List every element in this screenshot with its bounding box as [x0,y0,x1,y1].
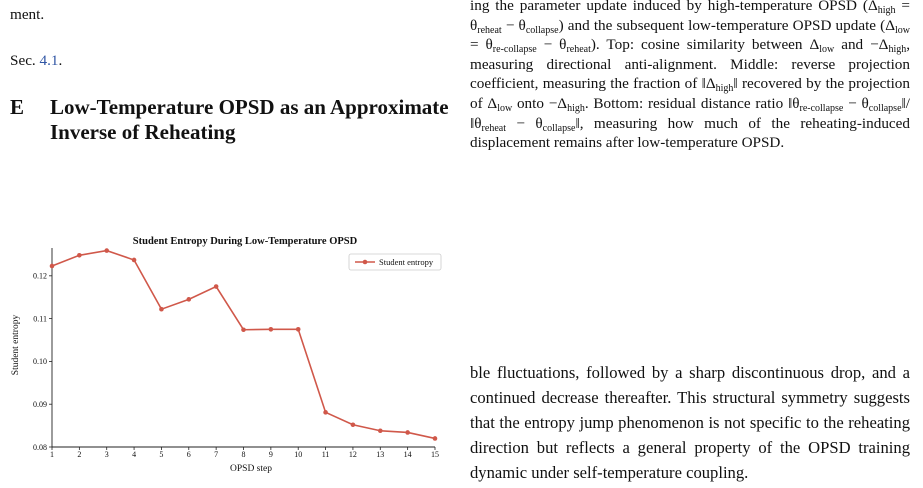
section-link[interactable]: 4.1 [39,52,59,69]
caption-subscript: low [497,102,513,114]
figure-caption [470,0,910,153]
x-tick-label: 14 [403,450,412,459]
x-tick-label: 11 [321,450,330,459]
x-tick-label: 15 [431,450,439,459]
y-tick-label: 0.12 [33,271,47,281]
caption-text: onto −Δ [512,94,568,112]
caption-subscript: reheat [477,24,502,36]
data-point [241,327,246,332]
caption-text: − θ [843,94,869,112]
section-number: E [10,95,25,119]
data-point [296,327,301,332]
y-tick-label: 0.10 [33,357,47,367]
caption-subscript: low [819,44,835,56]
caption-text: ing the parameter update induced by high-temperature OPSD (Δ [470,0,878,14]
data-point [77,253,82,258]
x-tick-label: 6 [186,450,191,459]
data-point [159,307,164,312]
x-tick-label: 10 [294,450,303,459]
caption-subscript: re-collapse [799,102,844,114]
section-reference-line [10,51,62,70]
caption-text: = θ [470,36,493,54]
right-column [470,0,910,488]
x-tick-label: 3 [104,450,109,459]
caption-text: . Bottom: residual distance ratio ‖θ [584,94,800,112]
plot-axes [52,248,435,447]
caption-subscript: collapse [868,102,902,114]
legend-marker [363,260,368,265]
caption-subscript: high [567,102,585,114]
caption-text: ) and the subsequent low-temperature OPSD update (Δ [558,16,895,34]
data-point [378,428,383,433]
legend-label: Student entropy [379,257,434,267]
caption-subscript: collapse [525,24,559,36]
caption-text: − θ [501,16,526,34]
caption-subscript: reheat [481,122,506,134]
data-point [269,327,274,332]
y-axis-label: Student entropy [11,314,21,376]
x-axis-label: OPSD step [230,464,272,474]
x-tick-label: 1 [50,450,54,459]
reference-suffix: . [58,52,63,69]
caption-subscript: low [895,24,910,36]
y-tick-label: 0.11 [33,314,47,324]
caption-subscript: collapse [542,122,576,134]
entropy-line-chart [10,234,450,474]
reference-prefix: Sec. [10,52,40,69]
data-point [323,410,328,415]
legend [349,254,441,270]
data-point [214,284,219,289]
data-point [132,258,137,263]
y-tick-label: 0.08 [33,442,47,452]
text-fragment: ment. [10,6,45,23]
x-tick-label: 13 [376,450,385,459]
data-point [433,436,438,441]
data-point [186,297,191,302]
x-tick-label: 9 [268,450,273,459]
x-tick-label: 2 [77,450,82,459]
caption-text: and −Δ [834,36,889,54]
caption-text: , measuring directional anti-alignment. Middle: reverse projection coefficient, measuring the fraction of ‖Δ [470,36,911,93]
section-title: Low-Temperature OPSD as an Approximate Inverse of Reheating [50,95,449,144]
left-column [10,0,450,488]
caption-subscript: re-collapse [492,44,537,56]
caption-text: = θ [470,0,910,34]
caption-text: ‖/‖θ [470,94,910,132]
data-point [351,422,356,427]
x-tick-label: 4 [132,450,137,459]
chart-title: Student Entropy During Low-Temperature OPSD [132,236,358,247]
caption-subscript: reheat [566,44,591,56]
caption-text: ‖, measuring how much of the reheating-induced displacement remains after low-temperature OPSD. [470,114,911,152]
x-tick-label: 8 [241,450,246,459]
caption-text: − θ [505,114,543,132]
caption-subscript: high [877,5,896,16]
caption-text: ‖ recovered by the projection of Δ [470,75,910,112]
body-paragraph: ble fluctuations, followed by a sharp discontinuous drop, and a continued decrease thereafter. This structural symmetry suggests that the entropy jump phenomenon is not specific to the reheating direction but reflects a general property of the OPSD training dynamic under self-temperature coupling. [470,363,910,482]
y-tick-label: 0.09 [33,400,47,410]
caption-subscript: high [715,83,734,95]
section-heading [10,95,450,145]
series-student-entropy [50,248,438,440]
caption-subscript: high [888,44,907,56]
data-point [50,264,55,269]
caption-text: ). Top: cosine similarity between Δ [590,36,820,54]
x-tick-label: 5 [159,450,164,459]
data-point [405,430,410,435]
data-point [104,248,109,253]
caption-text: − θ [536,36,567,54]
series-line [52,251,435,439]
x-tick-label: 12 [348,450,357,459]
x-tick-label: 7 [214,450,219,459]
